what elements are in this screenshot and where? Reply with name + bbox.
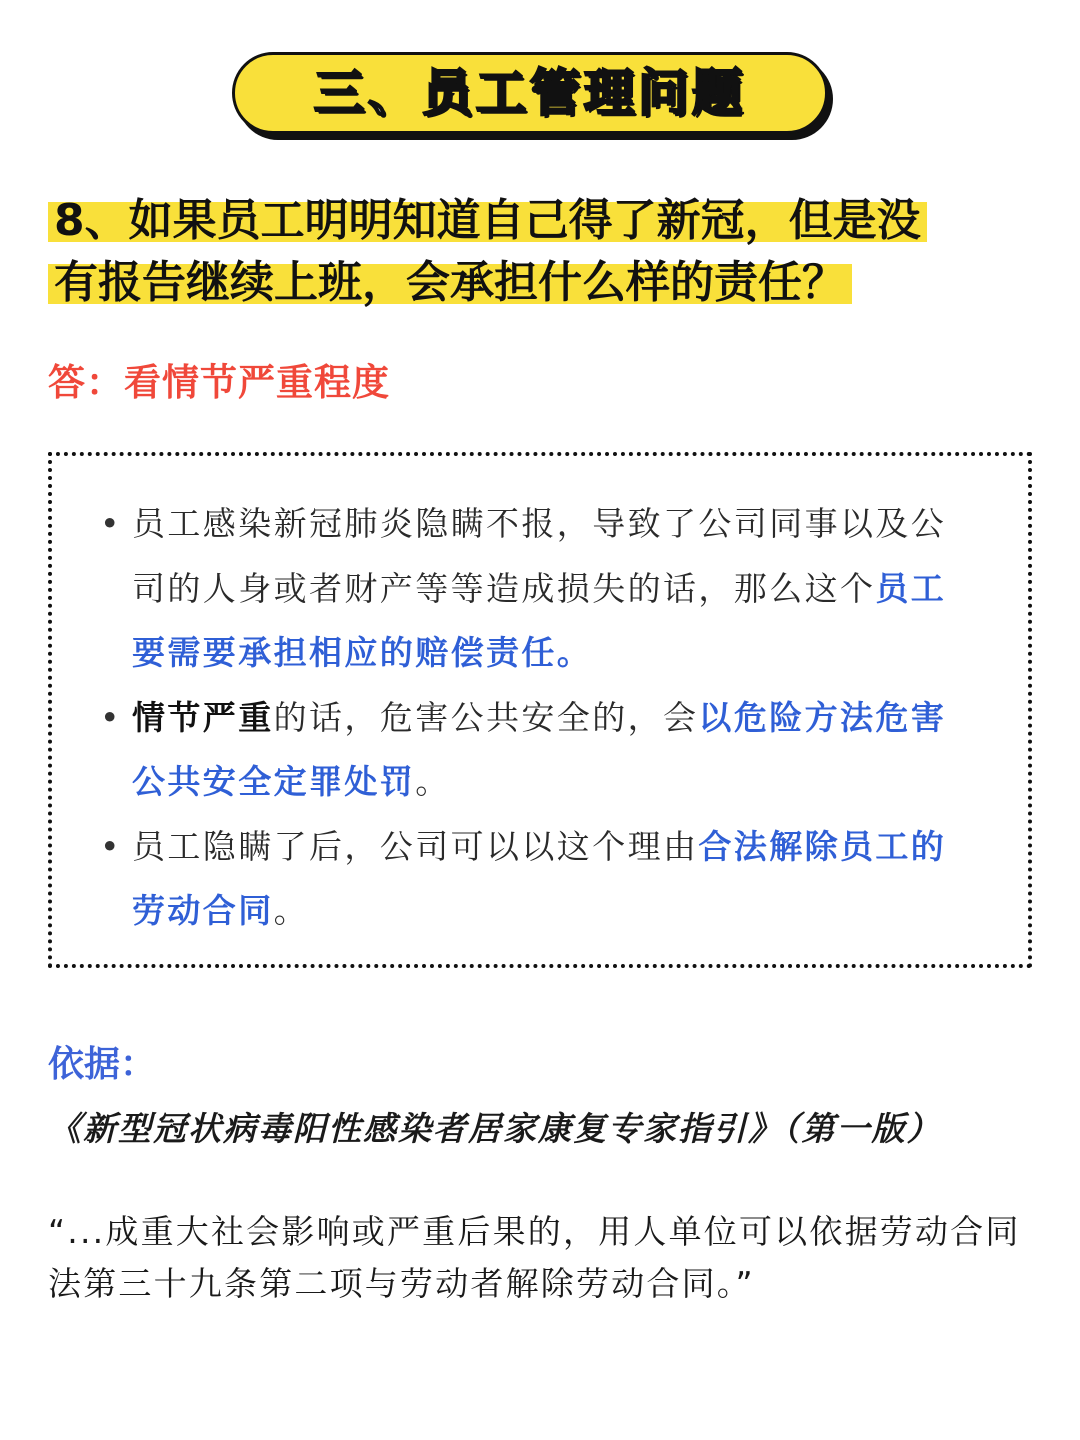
point-text: 员工隐瞒了后，公司可以以这个理由: [132, 826, 699, 866]
question-block: [48, 190, 1038, 314]
point-text: 的话，危害公共安全的，会: [273, 697, 699, 737]
question-line-1: 8、如果员工明明知道自己得了新冠，但是没: [48, 195, 927, 246]
question-line-2: 有报告继续上班，会承担什么样的责任？: [48, 257, 852, 308]
bullet-dot-icon: •: [100, 504, 122, 543]
point-tail: 。: [415, 762, 451, 801]
list-item: [100, 686, 980, 815]
basis-quote: “...成重大社会影响或严重后果的，用人单位可以依据劳动合同法第三十九条第二项与劳动者解除劳动合同。”: [48, 1212, 1021, 1303]
basis-label: 依据：: [48, 1044, 157, 1085]
answer-details-box: [48, 452, 1032, 968]
point-emphasis: 员工要需要承担相应的赔偿责任。: [132, 568, 947, 672]
list-item: [100, 492, 980, 686]
point-text: 员工感染新冠肺炎隐瞒不报，导致了公司同事以及公司的人身或者财产等等造成损失的话，那么这个: [132, 504, 947, 608]
list-item: [100, 815, 980, 944]
section-title-banner: [232, 52, 828, 134]
point-tail: 。: [273, 891, 310, 930]
section-title: 三、员工管理问题: [314, 64, 746, 122]
basis-source-title: 《新型冠状病毒阳性感染者居家康复专家指引》（第一版）: [48, 1109, 942, 1148]
answer-heading: 答：看情节严重程度: [48, 361, 390, 404]
point-lead: 情节严重: [132, 697, 274, 737]
bullet-dot-icon: •: [100, 697, 122, 737]
point-emphasis: 以危险方法危害公共安全定罪处罚: [132, 697, 947, 801]
point-emphasis: 合法解除员工的劳动合同: [132, 826, 947, 930]
answer-point-list: [100, 492, 980, 944]
bullet-dot-icon: •: [100, 826, 122, 866]
